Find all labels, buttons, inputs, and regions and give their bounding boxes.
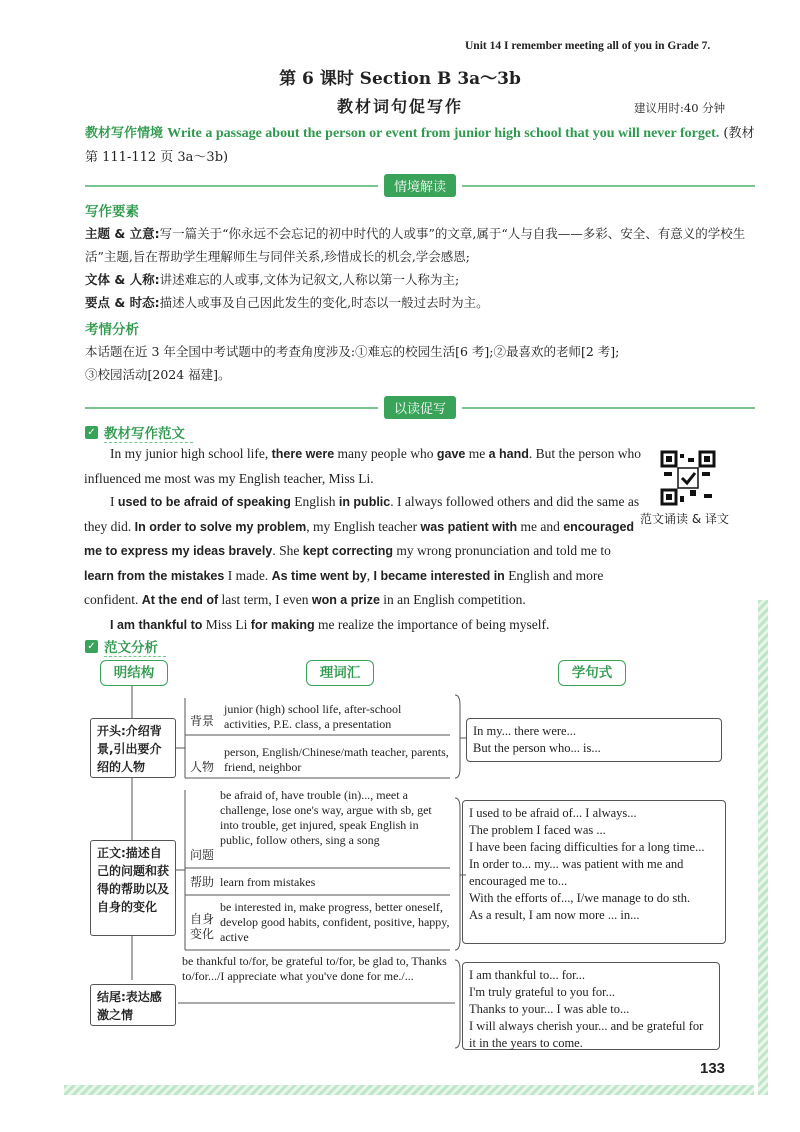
- essay-text: Miss Li: [202, 616, 251, 632]
- decorative-bottom-band: [64, 1085, 754, 1095]
- sentence-pattern: I'm truly grateful to you for...: [469, 985, 615, 999]
- sentence-pattern: As a result, I am now more ... in...: [469, 908, 640, 922]
- column-sentences: 学句式: [558, 660, 626, 686]
- essay-key-phrase: a hand: [488, 447, 529, 461]
- essay-text: English and more confident.: [84, 567, 604, 607]
- task-reference: (教材第 111-112 页 3a～3b): [85, 126, 755, 165]
- column-structure: 明结构: [100, 660, 168, 686]
- banner-tag: 情境解读: [384, 174, 456, 197]
- banner-line: [85, 185, 378, 187]
- writing-elements-heading: 写作要素: [85, 204, 139, 220]
- essay-key-phrase: learn from the mistakes: [84, 568, 225, 583]
- essay-key-phrase: I became interested in: [373, 568, 505, 583]
- sentences-opening: [466, 718, 722, 762]
- sentence-pattern: I have been facing difficulties for a long time...: [469, 840, 705, 854]
- vocab-category: 问题: [190, 848, 215, 862]
- theme-line: [85, 222, 755, 268]
- sentence-pattern: Thanks to your... I was able to...: [469, 1002, 630, 1016]
- vocab-category: 人物: [190, 760, 215, 774]
- banner-tag: 以读促写: [384, 396, 456, 419]
- sentence-pattern: I am thankful to... for...: [469, 968, 585, 982]
- essay-text: . She: [272, 543, 303, 558]
- checkmark-icon: ✓: [85, 640, 98, 653]
- essay-text: . I always followed others and did the same as they did.: [84, 494, 640, 534]
- task-label: 教材写作情境: [85, 126, 164, 141]
- essay-key-phrase: in public: [338, 495, 391, 509]
- essay-key-phrase: used to be afraid of speaking: [117, 495, 291, 509]
- essay-paragraph-1: [84, 442, 644, 490]
- essay-key-phrase: there were: [271, 447, 335, 461]
- points-label: 要点 & 时态:: [85, 295, 160, 310]
- essay-key-phrase: won a prize: [311, 593, 380, 607]
- essay-key-phrase: As time went by: [271, 568, 367, 583]
- exam-line-2: ③校园活动[2024 福建]。: [85, 367, 231, 382]
- essay-paragraph-3: [84, 613, 644, 638]
- time-hint: 建议用时:40 分钟: [634, 101, 726, 115]
- essay-text: me and: [517, 518, 564, 534]
- structure-ending: 结尾:表达感激之情: [90, 984, 176, 1026]
- lesson-title: 第 6 课时 Section B 3a～3b: [279, 69, 521, 89]
- sentence-pattern: With the efforts of..., I/we manage to do sth.: [469, 891, 691, 905]
- checkmark-icon: ✓: [85, 426, 98, 439]
- theme-label: 主题 & 立意:: [85, 226, 160, 241]
- vocab-words: be thankful to/for, be grateful to/for, be glad to, Thanks to/for.../I appreciate what you've done for me./...: [182, 954, 447, 983]
- points-text: 描述人或事及自己因此发生的变化,时态以一般过去时为主。: [159, 295, 489, 310]
- essay-text: in an English competition.: [379, 592, 526, 607]
- page-number: 133: [700, 1060, 726, 1077]
- exam-line-1: 本话题在近 3 年全国中考试题中的考查角度涉及:①难忘的校园生活[6 考];②最喜欢的老师[2 考];: [85, 344, 620, 359]
- qr-label: 范文诵读 & 译文: [640, 512, 729, 526]
- essay-text: many people who: [334, 446, 437, 461]
- style-line: [85, 268, 755, 291]
- vocab-category: 自身变化: [190, 912, 215, 941]
- essay-key-phrase: I am thankful to: [110, 617, 203, 632]
- sentence-pattern: But the person who... is...: [473, 741, 601, 755]
- essay-text: In my junior high school life,: [110, 446, 272, 461]
- essay-text: . But the person who influenced me most was my English teacher, Miss Li.: [84, 446, 642, 486]
- essay-text: I: [110, 494, 118, 509]
- essay-key-phrase: gave: [436, 447, 466, 461]
- essay-text: , my English teacher: [306, 518, 421, 534]
- points-line: [85, 291, 755, 314]
- style-label: 文体 & 人称:: [85, 272, 160, 287]
- qr-code-icon[interactable]: [660, 450, 716, 506]
- sentences-body: [462, 800, 726, 944]
- essay-key-phrase: kept correcting: [302, 544, 393, 558]
- exam-analysis: [85, 340, 755, 386]
- essay-text: my wrong pronunciation and told me to: [393, 543, 611, 558]
- section-subtitle: 教材词句促写作: [336, 97, 463, 116]
- writing-task: [85, 122, 760, 170]
- sentence-pattern: I will always cherish your... and be grateful for it in the years to come.: [469, 1019, 704, 1050]
- vocab-category: 背景: [190, 714, 215, 728]
- style-text: 讲述难忘的人或事,文体为记叙文,人称以第一人称为主;: [159, 272, 460, 287]
- essay-key-phrase: for making: [250, 617, 315, 632]
- vocab-words: junior (high) school life, after-school activities, P.E. class, a presentation: [224, 702, 402, 731]
- essay-key-phrase: encouraged me to express my ideas bravely: [84, 519, 635, 558]
- analysis-heading-text: 范文分析: [104, 636, 166, 657]
- essay-text: I made.: [224, 567, 272, 583]
- essay-text: me realize the importance of being myself.: [314, 616, 550, 632]
- sentence-pattern: In order to... my... was patient with me and encouraged me to...: [469, 857, 684, 888]
- banner-line: [462, 407, 755, 409]
- vocab-words: be interested in, make progress, better oneself, develop good habits, confident, positive, happy, active: [220, 900, 450, 944]
- vocab-words: be afraid of, have trouble (in)..., meet a challenge, lose one's way, argue with sb, get into trouble, get injured, speak English in public, follow others, sing a song: [220, 788, 432, 847]
- decorative-side-band: [758, 600, 768, 1095]
- essay-text: ,: [366, 567, 374, 583]
- essay-text: me: [465, 446, 489, 461]
- structure-body: 正文:描述自己的问题和获得的帮助以及自身的变化: [90, 840, 176, 936]
- structure-opening: 开头:介绍背景,引出要介绍的人物: [90, 718, 176, 778]
- banner-situation: [85, 174, 755, 197]
- sentences-ending: [462, 962, 720, 1050]
- model-essay: [84, 442, 644, 637]
- sentence-pattern: In my... there were...: [473, 724, 576, 738]
- essay-key-phrase: At the end of: [141, 593, 219, 607]
- essay-key-phrase: In order to solve my problem: [134, 519, 307, 534]
- running-head: Unit 14 I remember meeting all of you in Grade 7.: [465, 40, 711, 52]
- essay-text: English: [290, 494, 339, 509]
- theme-text: 写一篇关于“你永远不会忘记的初中时代的人或事”的文章,属于“人与自我——多彩、安全、有意义的学校生活”主题,旨在帮助学生理解师生与同伴关系,珍惜成长的机会,学会感恩;: [85, 226, 746, 264]
- model-essay-heading: [85, 422, 193, 443]
- essay-key-phrase: was patient with: [420, 519, 518, 534]
- vocab-words: person, English/Chinese/math teacher, parents, friend, neighbor: [224, 745, 449, 774]
- essay-text: last term, I even: [218, 592, 312, 607]
- banner-line: [85, 407, 378, 409]
- sentence-pattern: The problem I faced was ...: [469, 823, 606, 837]
- banner-line: [462, 185, 755, 187]
- essay-paragraph-2: [84, 490, 644, 613]
- writing-elements: [85, 222, 755, 314]
- vocab-words: learn from mistakes: [220, 875, 316, 889]
- vocab-category: 帮助: [190, 875, 215, 889]
- exam-analysis-heading: 考情分析: [85, 322, 139, 338]
- column-vocabulary: 理词汇: [306, 660, 374, 686]
- task-text: Write a passage about the person or event from junior high school that you will never forget.: [167, 126, 720, 141]
- sentence-pattern: I used to be afraid of... I always...: [469, 806, 637, 820]
- banner-read-write: [85, 396, 755, 419]
- model-essay-heading-text: 教材写作范文: [104, 422, 193, 443]
